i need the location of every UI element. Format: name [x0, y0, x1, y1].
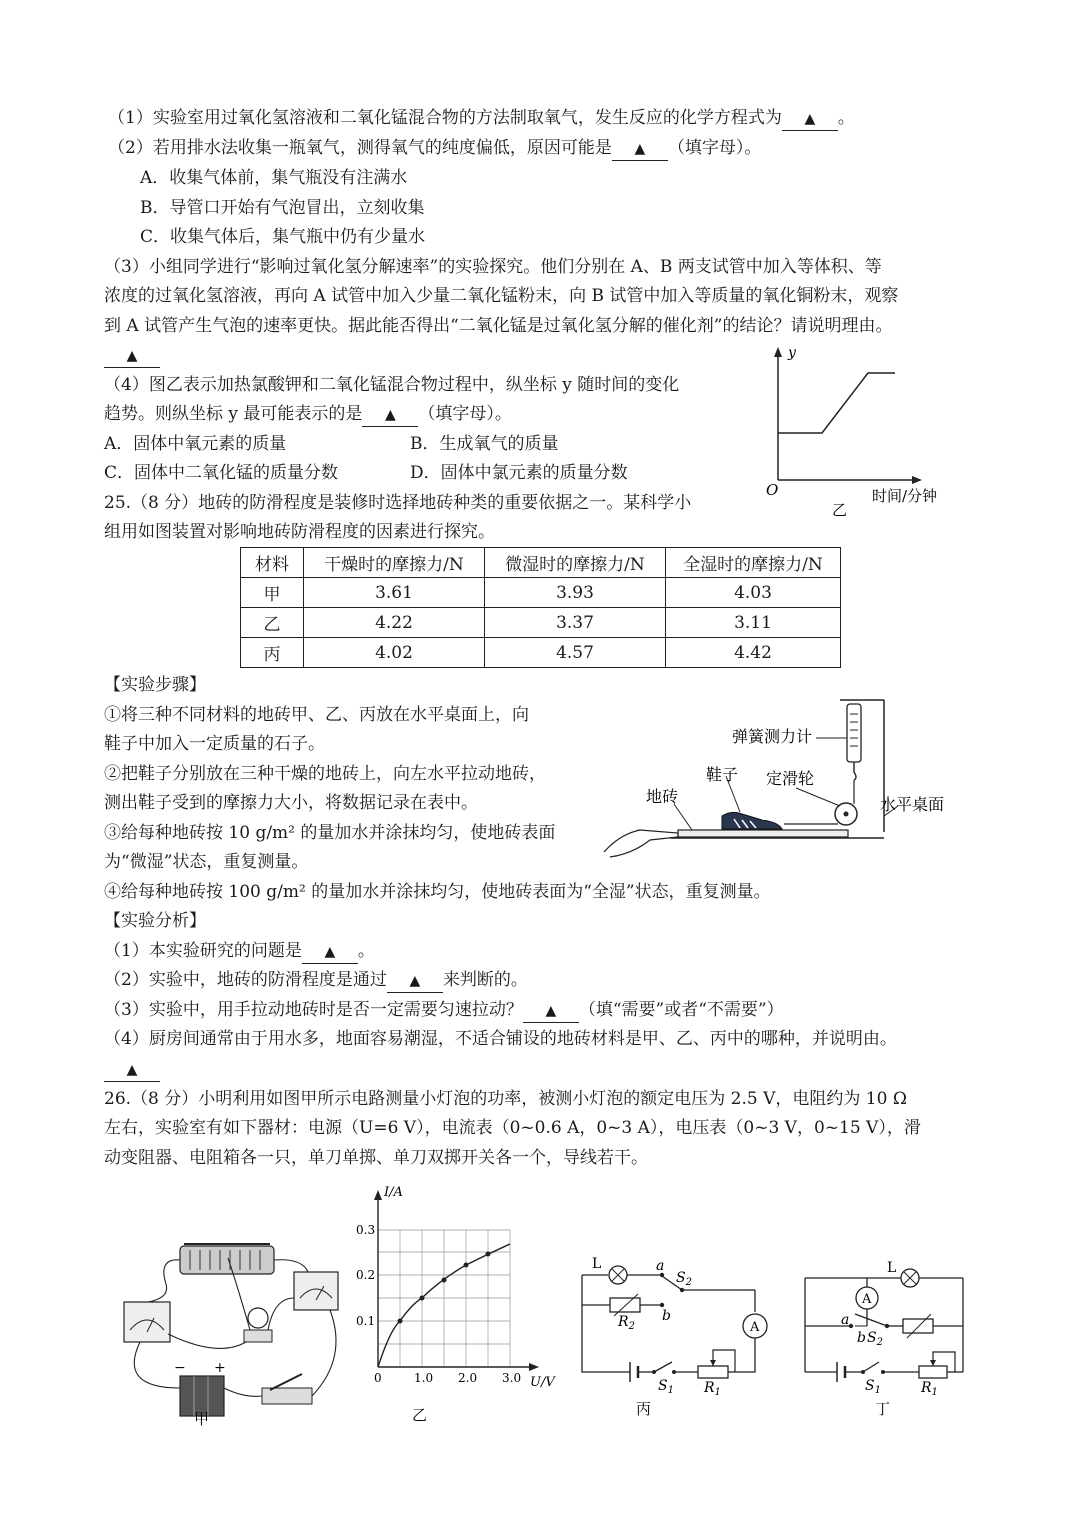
wire — [274, 1260, 308, 1272]
table-cell: 4.02 — [304, 638, 485, 668]
step-line: ④给每种地砖按 100 g/m² 的量加水并涂抹均匀，使地砖表面为“全湿”状态，重复测量。 — [104, 882, 771, 902]
table-cell: 3.93 — [485, 578, 666, 608]
step-line: 测出鞋子受到的摩擦力大小，将数据记录在表中。 — [104, 793, 478, 813]
q25-analysis-4-answer — [104, 1056, 160, 1082]
blank-mark: ▲ — [804, 111, 816, 127]
q25-analysis-2: （2）实验中，地砖的防滑程度是通过 ▲ 来判断的。 — [104, 967, 528, 993]
blank-mark: ▲ — [634, 141, 646, 157]
y-tick-label: 0.3 — [356, 1223, 376, 1237]
q24-part3-line1: （3）小组同学进行“影响过氧化氢分解速率”的实验探究。他们分别在 A、B 两支试管中加入等体积、等 — [104, 257, 882, 277]
contact-a-label: a — [656, 1258, 665, 1274]
q24-option-c: C．收集气体后，集气瓶中仍有少量水 — [140, 227, 426, 247]
q25-analysis-4: （4）厨房间通常由于用水多，地面容易潮湿，不适合铺设的地砖材料是甲、乙、丙中的哪种，并说明由。 — [104, 1029, 897, 1049]
header-cell: 微湿时的摩擦力/N — [485, 548, 666, 578]
data-point — [486, 1252, 491, 1257]
resistance-box-r2 — [903, 1319, 933, 1333]
step-line: 为“微湿”状态，重复测量。 — [104, 852, 309, 872]
label-pulley: 定滑轮 — [766, 769, 815, 788]
blank-mark: ▲ — [545, 1003, 557, 1019]
q24-graph-yi — [760, 345, 980, 520]
blank-mark: ▲ — [126, 1062, 138, 1078]
label-shoe: 鞋子 — [706, 765, 739, 784]
q24-part2: （2）若用排水法收集一瓶氧气，测得氧气的纯度偏低，原因可能是 ▲ （填字母）。 — [108, 135, 761, 161]
q24-option-4d: D．固体中氯元素的质量分数 — [410, 463, 628, 483]
answer-blank[interactable] — [612, 137, 668, 161]
r1-label: $R_1$ — [921, 1380, 938, 1398]
x-axis-arrow — [912, 476, 922, 484]
x-axis-label: U/V — [530, 1375, 555, 1390]
table-cell: 4.03 — [666, 578, 841, 608]
q26-line2: 左右，实验室有如下器材：电源（U=6 V），电流表（0~0.6 A，0~3 A），电压表（0~3 V，0~15 V），滑 — [104, 1118, 921, 1138]
blank-mark: ▲ — [385, 407, 396, 423]
switch-s1[interactable] — [863, 1362, 879, 1372]
answer-blank[interactable] — [362, 403, 418, 427]
label-desk: 水平桌面 — [880, 795, 945, 814]
figure-yi-iu-graph — [350, 1180, 560, 1425]
q24-part1: （1）实验室用过氧化氢溶液和二氧化锰混合物的方法制取氧气，发生反应的化学方程式为 ▲ 。 — [108, 105, 855, 131]
switch-s1[interactable] — [654, 1362, 672, 1372]
x-axis-arrow — [529, 1363, 539, 1371]
wire — [268, 1298, 294, 1330]
ammeter — [124, 1302, 170, 1342]
answer-blank[interactable] — [523, 999, 579, 1023]
r1-label: $R_1$ — [704, 1380, 721, 1398]
floor-tile — [678, 830, 848, 837]
svg-text:+: + — [214, 1360, 226, 1376]
x-tick-label: 3.0 — [502, 1371, 522, 1385]
q24-option-4a: A．固体中氧元素的质量 — [104, 434, 287, 454]
r2-label: $R_2$ — [618, 1314, 635, 1332]
contact-b-label: b — [662, 1308, 671, 1324]
table-cell: 甲 — [241, 578, 304, 608]
table-row — [241, 638, 841, 668]
y-label: y — [788, 345, 796, 361]
header-cell: 材料 — [241, 548, 304, 578]
q24-part4-line2: 趋势。则纵坐标 y 最可能表示的是 ▲ （填字母）。 — [104, 401, 512, 427]
step-line: ②把鞋子分别放在三种干燥的地砖上，向左水平拉动地砖， — [104, 764, 546, 784]
q24-option-b: B．导管口开始有气泡冒出，立刻收集 — [140, 198, 425, 218]
figure-jia-apparatus — [118, 1238, 358, 1428]
step-line: ①将三种不同材料的地砖甲、乙、丙放在水平桌面上，向 — [104, 705, 529, 725]
s1-label: $S_1$ — [865, 1378, 881, 1396]
y-axis-label: I/A — [384, 1185, 403, 1200]
answer-blank[interactable] — [302, 940, 358, 964]
answer-blank[interactable] — [104, 1058, 160, 1082]
s2-label: $S_2$ — [867, 1330, 883, 1348]
data-point — [398, 1319, 403, 1324]
answer-blank[interactable] — [104, 344, 160, 368]
q25-intro-line1: 25.（8 分）地砖的防滑程度是装修时选择地砖种类的重要依据之一。某科学小 — [104, 493, 692, 513]
spring-scale — [847, 704, 861, 762]
lamp-label: L — [887, 1260, 897, 1276]
caption-yi: 乙 — [412, 1406, 428, 1424]
switch-s2[interactable] — [855, 1314, 887, 1326]
table-cell: 丙 — [241, 638, 304, 668]
q26-line1: 26.（8 分）小明利用如图甲所示电路测量小灯泡的功率，被测小灯泡的额定电压为 2.5 V，电阻约为 10 Ω — [104, 1089, 907, 1109]
figure-bing-circuit — [570, 1250, 780, 1420]
scale-hook — [854, 762, 856, 780]
caption-jia: 甲 — [194, 1410, 210, 1428]
table-row — [241, 578, 841, 608]
origin-label: 0 — [374, 1371, 382, 1385]
lamp-label: L — [592, 1256, 602, 1272]
x-tick-label: 2.0 — [458, 1371, 478, 1385]
table-header-row — [241, 548, 841, 578]
table-cell: 3.37 — [485, 608, 666, 638]
q24-part3-line3: 到 A 试管产生气泡的速率更快。据此能否得出“二氧化锰是过氧化氢分解的催化剂”的结论？请说明理由。 — [104, 316, 893, 336]
contact-a-label: a — [841, 1312, 850, 1328]
shoe — [722, 812, 782, 829]
q24-part3-line2: 浓度的过氧化氢溶液，再向 A 试管中加入少量二氧化锰粉末，向 B 试管中加入等质量的氧化铜粉末，观察 — [104, 286, 899, 306]
caption-bing: 丙 — [636, 1400, 652, 1418]
y-axis-arrow — [374, 1190, 382, 1200]
blank-mark: ▲ — [324, 944, 336, 960]
table-cell: 3.61 — [304, 578, 485, 608]
y-axis-arrow — [774, 347, 782, 357]
grid — [378, 1230, 510, 1367]
friction-apparatus-diagram — [600, 692, 980, 867]
figure-ding-circuit — [795, 1250, 975, 1420]
s2-label: $S_2$ — [676, 1270, 692, 1288]
switch — [262, 1388, 312, 1404]
q24-option-4b: B．生成氧气的质量 — [410, 434, 559, 454]
data-point — [464, 1263, 469, 1268]
q24-part3-answer — [104, 342, 160, 368]
x-tick-label: 1.0 — [414, 1371, 434, 1385]
hand — [604, 830, 678, 857]
label-spring-scale: 弹簧测力计 — [732, 727, 813, 746]
friction-table — [240, 547, 841, 668]
table-row — [241, 608, 841, 638]
header-cell: 全湿时的摩擦力/N — [666, 548, 841, 578]
table-cell: 4.42 — [666, 638, 841, 668]
origin-label: O — [766, 481, 779, 499]
q24-part4-line1: （4）图乙表示加热氯酸钾和二氧化锰混合物过程中，纵坐标 y 随时间的变化 — [104, 375, 680, 395]
table-cell: 4.22 — [304, 608, 485, 638]
q25-analysis-3: （3）实验中，用手拉动地砖时是否一定需要匀速拉动？ ▲ （填“需要”或者“不需要”） — [104, 997, 784, 1023]
q26-line3: 动变阻器、电阻箱各一只，单刀单掷、单刀双掷开关各一个，导线若干。 — [104, 1148, 648, 1168]
graph-caption: 乙 — [832, 501, 848, 519]
table-cell: 乙 — [241, 608, 304, 638]
rheostat-r1 — [919, 1366, 947, 1378]
table-cell: 4.57 — [485, 638, 666, 668]
svg-text:−: − — [174, 1360, 186, 1376]
wire — [312, 1310, 336, 1396]
light-bulb — [248, 1308, 268, 1328]
wire — [168, 1334, 246, 1348]
q24-option-4c: C．固体中二氧化锰的质量分数 — [104, 463, 339, 483]
answer-blank[interactable] — [782, 107, 838, 131]
rheostat-r1 — [698, 1366, 728, 1378]
x-label: 时间/分钟 — [872, 487, 938, 505]
data-point — [442, 1278, 447, 1283]
blank-mark: ▲ — [409, 973, 421, 989]
step-line: 鞋子中加入一定质量的石子。 — [104, 734, 325, 754]
table-cell: 3.11 — [666, 608, 841, 638]
resistance-box-r2 — [610, 1298, 640, 1312]
q24-option-a: A．收集气体前，集气瓶没有注满水 — [140, 168, 408, 188]
y-tick-label: 0.1 — [356, 1314, 376, 1328]
wire — [148, 1260, 180, 1302]
analysis-title: 【实验分析】 — [104, 911, 206, 931]
trend-line — [778, 373, 895, 433]
steps-title: 【实验步骤】 — [104, 675, 206, 695]
ammeter-label: A — [862, 1292, 872, 1307]
header-cell: 干燥时的摩擦力/N — [304, 548, 485, 578]
contact-b-label: b — [857, 1330, 866, 1346]
voltmeter — [294, 1272, 338, 1310]
q25-analysis-1: （1）本实验研究的问题是 ▲ 。 — [104, 938, 375, 964]
blank-mark: ▲ — [126, 348, 138, 364]
y-tick-label: 0.2 — [356, 1268, 376, 1282]
answer-blank[interactable] — [387, 969, 443, 993]
step-line: ③给每种地砖按 10 g/m² 的量加水并涂抹均匀，使地砖表面 — [104, 823, 556, 843]
data-point — [420, 1296, 425, 1301]
wire — [224, 1388, 262, 1396]
caption-ding: 丁 — [875, 1400, 891, 1418]
q25-intro-line2: 组用如图装置对影响地砖防滑程度的因素进行探究。 — [104, 522, 495, 542]
ammeter-label: A — [750, 1320, 760, 1335]
s1-label: $S_1$ — [658, 1378, 674, 1396]
label-tile: 地砖 — [646, 787, 679, 806]
